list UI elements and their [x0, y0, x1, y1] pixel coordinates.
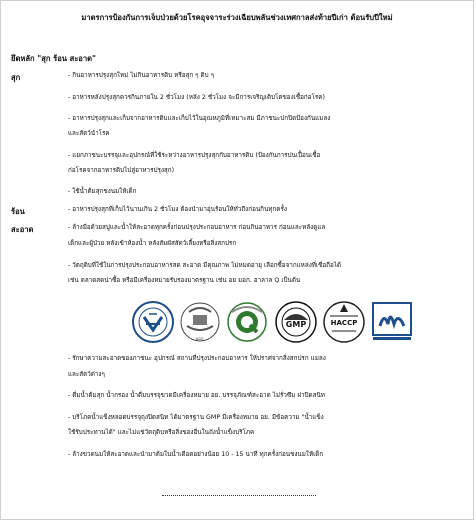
bullet-continuation: เด็กและผู้ป่วย หลังเข้าห้องน้ำ หลังสัมผัสสัตว์เลี้ยงหรือสิ่งสกปรก	[68, 240, 237, 247]
section-label-cooked: สุก	[11, 73, 21, 82]
bullet-line: - รักษาความสะอาดของภาชนะ อุปกรณ์ สถานที่ปรุงประกอบอาหาร ให้ปราศจากสิ่งสกปรก แมลง	[68, 355, 326, 362]
bullet-line: - วัตถุดิบที่ใช้ในการปรุงประกอบอาหารสด สะอาด มีคุณภาพ ไม่หมดอายุ เลือกซื้อจากแหล่งที่เชื่อถือได้	[68, 262, 341, 269]
bullet-line: - บริโภคน้ำแข็งหลอดบรรจุถุงปิดสนิท ได้มาตรฐาน GMP มีเครื่องหมาย อย. มีข้อความ "น้ำแข็ง	[68, 414, 324, 421]
bullet-line: - ล้างมือด้วยสบู่และน้ำให้สะอาดทุกครั้งก่อนปรุงประกอบอาหาร ก่อนกินอาหาร ก่อนและหลังดูแล	[68, 224, 326, 231]
gmp-logo	[274, 300, 318, 344]
section-label-hot: ร้อน	[11, 207, 25, 216]
principle-heading: ยึดหลัก "สุก ร้อน สะอาด"	[11, 54, 97, 63]
fda-logo	[131, 300, 175, 344]
certification-logos	[131, 300, 391, 346]
bullet-continuation: ใช้รับประทานได้" และไม่แช่วัตถุดิบหรือสิ่งของอื่นในถังน้ำแข็งบริโภค	[68, 429, 255, 436]
tisi-text: มอก.	[195, 336, 205, 341]
halal-logo	[370, 300, 414, 344]
bullet-continuation: เช่น ตลาดสดน่าซื้อ หรือมีเครื่องหมายรับรองมาตรฐาน เช่น อย มอก. ฮาลาล Q เป็นต้น	[68, 277, 301, 284]
bullet-line: - ใช้น้ำต้มสุกชงนมให้เด็ก	[68, 188, 137, 195]
bullet-line: - อาหารหลังปรุงสุกควรกินภายใน 2 ชั่วโมง (หลัง 2 ชั่วโมง จะมีการเจริญเติบโตของเชื้อก่อโรค)	[68, 94, 325, 101]
section-label-clean: สะอาด	[11, 225, 34, 234]
haccp-logo	[322, 300, 366, 344]
bullet-line: - อาหารปรุงสุกและเก็บจากอาหารดิบและเก็บไว้ในอุณหภูมิที่เหมาะสม มีภาชนะปกปิดป้องกันแมลง	[68, 115, 331, 122]
bullet-continuation: และสัตว์นำโรค	[68, 130, 110, 137]
gmp-center-text: GMP	[285, 320, 307, 329]
dotted-divider	[162, 495, 316, 496]
bullet-line: - อาหารปรุงสุกที่เก็บไว้นานเกิน 2 ชั่วโมง ต้องนำมาอุ่นร้อนให้ทั่วถึงก่อนกินทุกครั้ง	[68, 206, 287, 213]
bullet-line: - ล้างขวดนมให้สะอาดและนำมาต้มในน้ำเดือดอย่างน้อย 10 - 15 นาที ทุกครั้งก่อนชงนมให้เด็ก	[68, 451, 324, 458]
bullet-continuation: และสัตว์ต่างๆ	[68, 371, 105, 378]
bullet-line: - ดื่มน้ำต้มสุก น้ำกรอง น้ำดื่มบรรจุขวดมีเครื่องหมาย อย. บรรจุภัณฑ์สะอาด ไม่รั่วซึม ฝาปิดสนิท	[68, 392, 325, 399]
document-title: มาตรการป้องกันการเจ็บป่วยด้วยโรคอุจจาระร่วงเฉียบพลันช่วงเทศกาลส่งท้ายปีเก่า ต้อนรับปีใหม่	[81, 13, 393, 22]
q-mark-logo	[226, 300, 268, 344]
bullet-continuation: ก่อโรคจากอาหารดิบไปสู่อาหารปรุงสุก)	[68, 167, 175, 174]
haccp-center-text: HACCP	[330, 319, 358, 327]
bullet-line: - แยกภาชนะบรรจุและอุปกรณ์ที่ใช้ระหว่างอาหารปรุงสุกกับอาหารดิบ (ป้องกันการปนเปื้อนเชื้อ	[68, 152, 321, 159]
bullet-line: - กินอาหารปรุงสุกใหม่ ไม่กินอาหารดิบ หรือสุก ๆ ดิบ ๆ	[68, 72, 214, 79]
tisi-logo	[179, 300, 221, 344]
